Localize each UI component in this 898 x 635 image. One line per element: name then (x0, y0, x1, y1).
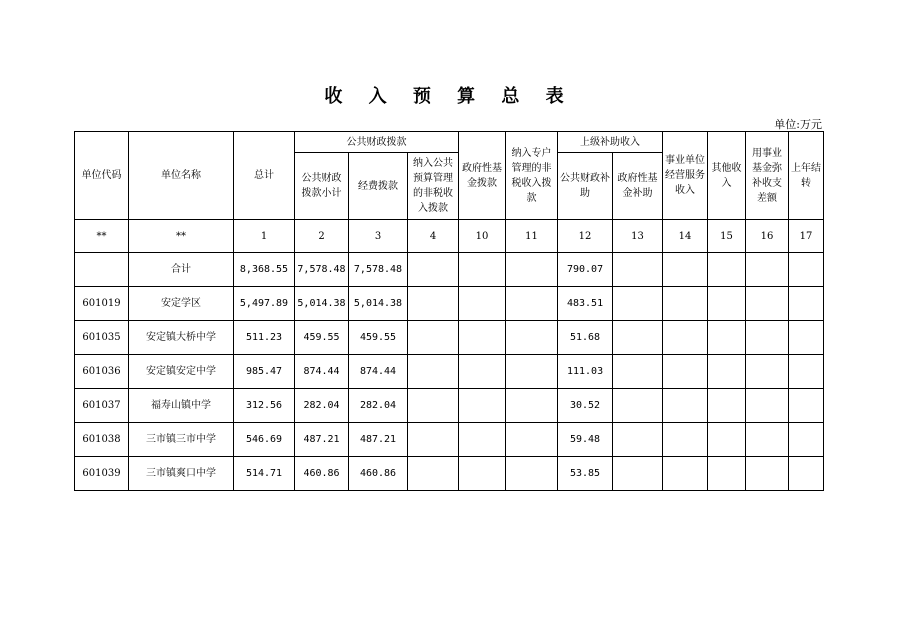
other-income-cell (708, 423, 746, 457)
header-business-fund: 用事业基金弥补收支差额 (746, 132, 789, 220)
unit-name-cell: 三市镇爽口中学 (129, 457, 234, 491)
non-tax-public-cell (408, 423, 459, 457)
header-sub-gov-fund: 政府性基金补助 (613, 153, 663, 220)
unit-code-cell: 601036 (75, 355, 129, 389)
unit-code-cell: 601039 (75, 457, 129, 491)
public-subtotal-cell: 7,578.48 (295, 253, 349, 287)
gov-fund-cell (459, 423, 506, 457)
funds-allocation-cell: 874.44 (349, 355, 408, 389)
header-gov-fund: 政府性基金拨款 (459, 132, 506, 220)
business-unit-cell (663, 287, 708, 321)
header-non-tax-special: 纳入专户管理的非税收入拨款 (506, 132, 558, 220)
table-row (75, 423, 824, 457)
carry-over-cell (789, 389, 824, 423)
unit-name-cell: 三市镇三市中学 (129, 423, 234, 457)
income-budget-table (74, 131, 824, 491)
non-tax-public-cell (408, 321, 459, 355)
sub-gov-fund-cell (613, 423, 663, 457)
sub-gov-fund-cell (613, 287, 663, 321)
sub-public-fiscal-cell: 790.07 (558, 253, 613, 287)
public-subtotal-cell: 5,014.38 (295, 287, 349, 321)
unit-name-cell: 安定镇安定中学 (129, 355, 234, 389)
header-superior-subsidy: 上级补助收入 (558, 132, 663, 153)
total-cell: 514.71 (234, 457, 295, 491)
business-unit-cell (663, 457, 708, 491)
header-carry-over: 上年结转 (789, 132, 824, 220)
business-fund-cell (746, 389, 789, 423)
other-income-cell (708, 287, 746, 321)
non-tax-special-cell (506, 253, 558, 287)
index-row (75, 220, 824, 253)
other-income-cell (708, 457, 746, 491)
funds-allocation-cell: 487.21 (349, 423, 408, 457)
header-business-unit: 事业单位经营服务收入 (663, 132, 708, 220)
non-tax-special-cell (506, 389, 558, 423)
business-unit-cell (663, 389, 708, 423)
carry-over-cell (789, 423, 824, 457)
header-sub-public-fiscal: 公共财政补助 (558, 153, 613, 220)
sub-gov-fund-cell (613, 253, 663, 287)
header-funds-allocation: 经费拨款 (349, 153, 408, 220)
gov-fund-cell (459, 457, 506, 491)
other-income-cell (708, 389, 746, 423)
business-fund-cell (746, 321, 789, 355)
table-row (75, 287, 824, 321)
non-tax-special-cell (506, 355, 558, 389)
unit-name-cell: 福寿山镇中学 (129, 389, 234, 423)
total-cell: 8,368.55 (234, 253, 295, 287)
index-cell: 15 (708, 220, 746, 253)
sub-public-fiscal-cell: 483.51 (558, 287, 613, 321)
sub-public-fiscal-cell: 51.68 (558, 321, 613, 355)
index-cell: 10 (459, 220, 506, 253)
unit-name-cell: 安定镇大桥中学 (129, 321, 234, 355)
header-total: 总计 (234, 132, 295, 220)
header-public-subtotal: 公共财政拨款小计 (295, 153, 349, 220)
business-unit-cell (663, 423, 708, 457)
unit-code-cell: 601019 (75, 287, 129, 321)
table-row (75, 253, 824, 287)
funds-allocation-cell: 460.86 (349, 457, 408, 491)
non-tax-public-cell (408, 457, 459, 491)
sub-gov-fund-cell (613, 355, 663, 389)
non-tax-public-cell (408, 253, 459, 287)
non-tax-public-cell (408, 287, 459, 321)
other-income-cell (708, 253, 746, 287)
business-fund-cell (746, 423, 789, 457)
sub-public-fiscal-cell: 53.85 (558, 457, 613, 491)
unit-code-cell (75, 253, 129, 287)
business-fund-cell (746, 287, 789, 321)
total-cell: 985.47 (234, 355, 295, 389)
carry-over-cell (789, 321, 824, 355)
public-subtotal-cell: 874.44 (295, 355, 349, 389)
unit-code-cell: 601038 (75, 423, 129, 457)
index-cell: ** (75, 220, 129, 253)
non-tax-public-cell (408, 355, 459, 389)
total-cell: 511.23 (234, 321, 295, 355)
header-public-fiscal: 公共财政拨款 (295, 132, 459, 153)
non-tax-special-cell (506, 287, 558, 321)
non-tax-special-cell (506, 457, 558, 491)
non-tax-special-cell (506, 321, 558, 355)
index-cell: 17 (789, 220, 824, 253)
gov-fund-cell (459, 355, 506, 389)
sub-public-fiscal-cell: 111.03 (558, 355, 613, 389)
business-fund-cell (746, 253, 789, 287)
table-body (75, 253, 824, 491)
total-cell: 312.56 (234, 389, 295, 423)
sub-gov-fund-cell (613, 389, 663, 423)
business-fund-cell (746, 355, 789, 389)
index-cell: 13 (613, 220, 663, 253)
header-unit-code: 单位代码 (75, 132, 129, 220)
header-row-1 (75, 132, 824, 153)
funds-allocation-cell: 459.55 (349, 321, 408, 355)
table-row (75, 389, 824, 423)
table-row (75, 321, 824, 355)
public-subtotal-cell: 459.55 (295, 321, 349, 355)
header-other-income: 其他收入 (708, 132, 746, 220)
index-cell: 14 (663, 220, 708, 253)
index-cell: ** (129, 220, 234, 253)
unit-name-cell: 安定学区 (129, 287, 234, 321)
public-subtotal-cell: 460.86 (295, 457, 349, 491)
index-cell: 2 (295, 220, 349, 253)
carry-over-cell (789, 287, 824, 321)
gov-fund-cell (459, 287, 506, 321)
other-income-cell (708, 321, 746, 355)
table-row (75, 355, 824, 389)
sub-public-fiscal-cell: 30.52 (558, 389, 613, 423)
gov-fund-cell (459, 253, 506, 287)
header-non-tax-public: 纳入公共预算管理的非税收入拨款 (408, 153, 459, 220)
business-fund-cell (746, 457, 789, 491)
table-row (75, 457, 824, 491)
carry-over-cell (789, 457, 824, 491)
funds-allocation-cell: 282.04 (349, 389, 408, 423)
business-unit-cell (663, 321, 708, 355)
index-cell: 12 (558, 220, 613, 253)
carry-over-cell (789, 355, 824, 389)
public-subtotal-cell: 282.04 (295, 389, 349, 423)
sub-gov-fund-cell (613, 321, 663, 355)
funds-allocation-cell: 5,014.38 (349, 287, 408, 321)
header-unit-name: 单位名称 (129, 132, 234, 220)
business-unit-cell (663, 355, 708, 389)
total-cell: 546.69 (234, 423, 295, 457)
funds-allocation-cell: 7,578.48 (349, 253, 408, 287)
total-cell: 5,497.89 (234, 287, 295, 321)
carry-over-cell (789, 253, 824, 287)
sub-gov-fund-cell (613, 457, 663, 491)
page-title: 收 入 预 算 总 表 (324, 86, 574, 107)
index-cell: 4 (408, 220, 459, 253)
index-cell: 16 (746, 220, 789, 253)
business-unit-cell (663, 253, 708, 287)
sub-public-fiscal-cell: 59.48 (558, 423, 613, 457)
non-tax-public-cell (408, 389, 459, 423)
unit-name-cell: 合计 (129, 253, 234, 287)
gov-fund-cell (459, 389, 506, 423)
unit-code-cell: 601035 (75, 321, 129, 355)
unit-label: 单位:万元 (774, 118, 822, 131)
index-cell: 11 (506, 220, 558, 253)
index-cell: 1 (234, 220, 295, 253)
other-income-cell (708, 355, 746, 389)
gov-fund-cell (459, 321, 506, 355)
non-tax-special-cell (506, 423, 558, 457)
public-subtotal-cell: 487.21 (295, 423, 349, 457)
unit-code-cell: 601037 (75, 389, 129, 423)
index-cell: 3 (349, 220, 408, 253)
